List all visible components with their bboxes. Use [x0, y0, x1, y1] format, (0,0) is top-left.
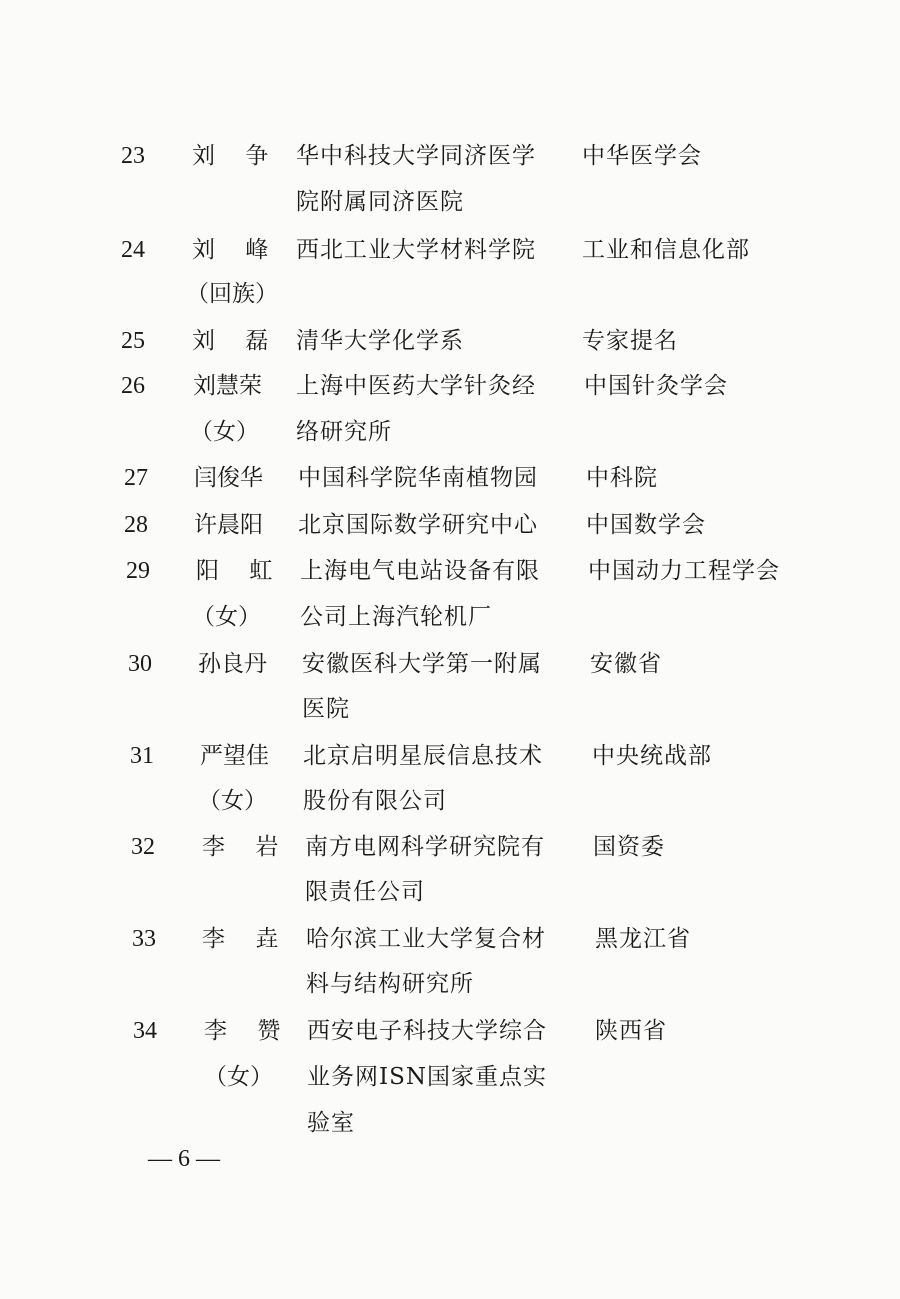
entry-number: 31	[130, 743, 154, 769]
entry-name: 李垚	[202, 926, 309, 952]
list-item-continuation	[0, 869, 900, 917]
list-item	[0, 641, 900, 689]
entry-name: 刘慧荣	[193, 373, 262, 399]
entry-unit-line: 清华大学化学系	[296, 328, 464, 354]
entry-unit-line: 中国科学院华南植物园	[298, 465, 538, 491]
entry-name-note: （女）	[190, 419, 259, 445]
entry-name-note: （回族）	[186, 281, 278, 307]
entry-name-note: （女）	[198, 788, 267, 814]
entry-name-note: （女）	[192, 604, 261, 630]
list-item	[0, 733, 900, 781]
entry-name: 李岩	[202, 834, 309, 860]
entry-name: 刘磊	[192, 328, 299, 354]
entry-name: 闫俊华	[194, 465, 263, 491]
page-number: — 6 —	[148, 1146, 220, 1172]
entry-number: 30	[128, 651, 152, 677]
entry-unit-line: 北京国际数学研究中心	[298, 512, 538, 538]
list-item-continuation	[0, 961, 900, 1009]
list-item	[0, 227, 900, 275]
list-item-continuation	[0, 778, 900, 826]
list-item-continuation	[0, 594, 900, 642]
entry-number: 29	[126, 558, 150, 584]
entry-recommender: 工业和信息化部	[582, 237, 750, 263]
list-item	[0, 824, 900, 872]
entry-recommender: 安徽省	[590, 651, 662, 677]
entry-number: 34	[133, 1018, 157, 1044]
entry-recommender: 国资委	[593, 834, 665, 860]
entry-unit-line: 西安电子科技大学综合	[307, 1018, 547, 1044]
list-item-continuation	[0, 1100, 900, 1148]
entry-unit-line: 南方电网科学研究院有	[305, 834, 545, 860]
entry-name: 李赞	[204, 1018, 311, 1044]
list-item-continuation	[0, 409, 900, 457]
entry-unit-line: 华中科技大学同济医学	[296, 143, 536, 169]
entry-unit-line: 北京启明星辰信息技术	[303, 743, 543, 769]
entry-unit-line: 医院	[302, 696, 350, 722]
entry-unit-line: 公司上海汽轮机厂	[300, 604, 492, 630]
entry-number: 23	[121, 143, 145, 169]
entry-name-note: （女）	[204, 1064, 273, 1090]
entry-unit-line: 院附属同济医院	[296, 189, 464, 215]
entry-name: 许晨阳	[194, 512, 263, 538]
entry-recommender: 中国数学会	[586, 512, 706, 538]
entry-number: 32	[131, 834, 155, 860]
entry-name: 孙良丹	[198, 651, 267, 677]
list-item	[0, 318, 900, 366]
entry-recommender: 中华医学会	[582, 143, 702, 169]
entry-number: 26	[121, 373, 145, 399]
entry-unit-line: 限责任公司	[305, 879, 425, 905]
entry-recommender: 专家提名	[582, 328, 678, 354]
entry-unit-line: 上海中医药大学针灸经	[296, 373, 536, 399]
entry-recommender: 中国动力工程学会	[588, 558, 780, 584]
entry-recommender: 中央统战部	[592, 743, 712, 769]
entry-name: 严望佳	[200, 743, 269, 769]
entry-name: 刘争	[192, 143, 299, 169]
entry-unit-line: 料与结构研究所	[306, 971, 474, 997]
list-item-continuation	[0, 179, 900, 227]
entry-recommender: 中国针灸学会	[584, 373, 728, 399]
list-item-continuation	[0, 1054, 900, 1102]
entry-unit-line: 络研究所	[296, 419, 392, 445]
list-item	[0, 133, 900, 181]
entry-recommender: 陕西省	[595, 1018, 667, 1044]
list-item	[0, 455, 900, 503]
list-item	[0, 363, 900, 411]
entry-unit-line: 股份有限公司	[303, 788, 447, 814]
entry-unit-line: 上海电气电站设备有限	[300, 558, 540, 584]
list-item	[0, 548, 900, 596]
entry-name: 刘峰	[192, 237, 299, 263]
entry-unit-line: 哈尔滨工业大学复合材	[306, 926, 546, 952]
entry-name: 阳虹	[196, 558, 303, 584]
entry-number: 33	[132, 926, 156, 952]
list-item-continuation	[0, 271, 900, 319]
entry-number: 28	[124, 512, 148, 538]
entry-unit-line: 西北工业大学材料学院	[296, 237, 536, 263]
entry-unit-line: 业务网ISN国家重点实	[307, 1064, 547, 1090]
list-item	[0, 502, 900, 550]
entry-unit-line: 验室	[307, 1110, 355, 1136]
list-item	[0, 916, 900, 964]
entry-unit-line: 安徽医科大学第一附属	[302, 651, 542, 677]
entry-number: 24	[121, 237, 145, 263]
entry-number: 27	[124, 465, 148, 491]
entry-recommender: 中科院	[586, 465, 658, 491]
entry-number: 25	[121, 328, 145, 354]
list-item	[0, 1008, 900, 1056]
list-item-continuation	[0, 686, 900, 734]
entry-recommender: 黑龙江省	[595, 926, 691, 952]
